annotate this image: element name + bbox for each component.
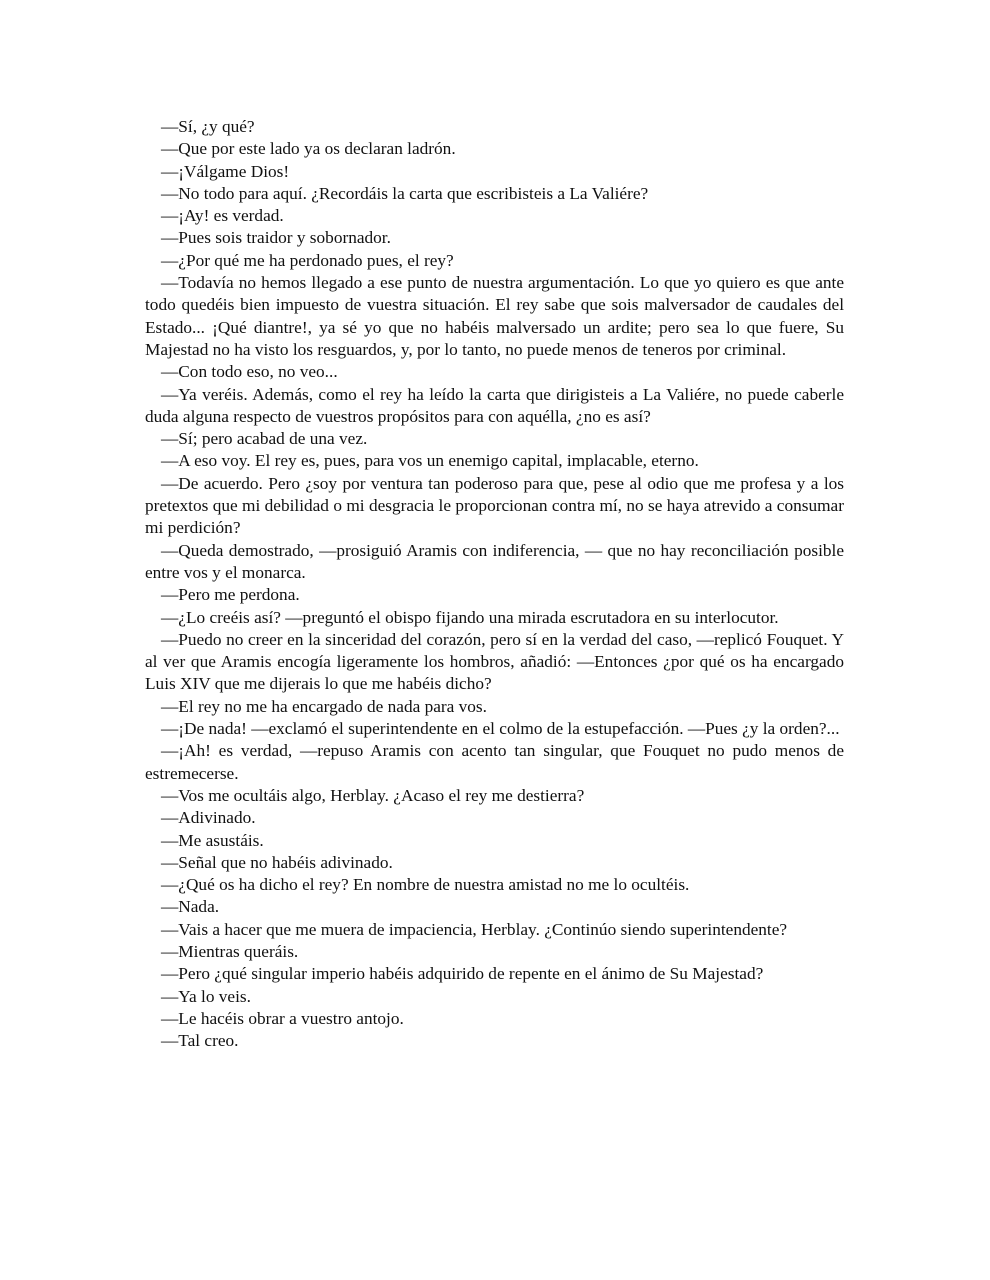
- paragraph: —Nada.: [161, 897, 220, 917]
- paragraph: —Pero me perdona.: [161, 585, 300, 605]
- paragraph: —El rey no me ha encargado de nada para vos.: [161, 696, 487, 716]
- document-page: [145, 116, 844, 1052]
- paragraph: —Vos me ocultáis algo, Herblay. ¿Acaso el rey me destierra?: [161, 785, 585, 805]
- paragraph: —¡De nada! —exclamó el superintendente en el colmo de la estupefacción. —Pues ¿y la orden?...: [161, 719, 840, 739]
- paragraph: —Señal que no habéis adivinado.: [161, 852, 393, 872]
- paragraph: —Ya lo veis.: [161, 986, 251, 1006]
- paragraph: —Tal creo.: [161, 1031, 239, 1051]
- paragraph: —Ya veréis. Además, como el rey ha leído la carta que dirigisteis a La Valiére, no puede caberle duda alguna respecto de vuestros propósitos para con aquélla, ¿no es así?: [145, 384, 844, 426]
- paragraph: —Que por este lado ya os declaran ladrón.: [161, 139, 456, 159]
- paragraph: —Queda demostrado, —prosiguió Aramis con indiferencia, — que no hay reconciliación posible entre vos y el monarca.: [145, 540, 844, 582]
- paragraph: —Me asustáis.: [161, 830, 264, 850]
- paragraph: —¿Por qué me ha perdonado pues, el rey?: [161, 250, 454, 270]
- paragraph: —Sí, ¿y qué?: [161, 117, 255, 136]
- paragraph: —Puedo no creer en la sinceridad del corazón, pero sí en la verdad del caso, —replicó Fouquet. Y al ver que Aramis encogía ligeramente los hombros, añadió: —Entonces ¿por qué os ha encargado Luis XIV que me dijerais lo que me habéis dicho?: [145, 629, 844, 694]
- paragraph: —Pues sois traidor y sobornador.: [161, 228, 391, 248]
- paragraph: —Vais a hacer que me muera de impaciencia, Herblay. ¿Continúo siendo superintendente?: [161, 919, 788, 939]
- paragraph: —Sí; pero acabad de una vez.: [161, 429, 368, 449]
- paragraph: —Mientras queráis.: [161, 941, 299, 961]
- paragraph: —¿Qué os ha dicho el rey? En nombre de nuestra amistad no me lo ocultéis.: [161, 875, 690, 895]
- paragraph: —¡Ah! es verdad, —repuso Aramis con acento tan singular, que Fouquet no pudo menos de estremecerse.: [145, 741, 844, 783]
- paragraph: —¡Ay! es verdad.: [161, 206, 284, 226]
- paragraph: —Todavía no hemos llegado a ese punto de nuestra argumentación. Lo que yo quiero es que ante todo quedéis bien impuesto de vuestra situación. El rey sabe que sois malversador de caudales del Estado... ¡Qué diantre!, ya sé yo que no habéis malversado un ardite; pero sea lo que fuere, Su Majestad no ha visto los resguardos, y, por lo tanto, no puede menos de teneros por criminal.: [145, 273, 844, 359]
- paragraph: —No todo para aquí. ¿Recordáis la carta que escribisteis a La Valiére?: [161, 183, 649, 203]
- paragraph: —Con todo eso, no veo...: [161, 362, 338, 382]
- paragraph: —De acuerdo. Pero ¿soy por ventura tan poderoso para que, pese al odio que me profesa y a los pretextos que mi debilidad o mi desgracia le proporcionan contra mí, no se haya atrevido a consumar mi perdición?: [145, 473, 844, 538]
- paragraph: —¿Lo creéis así? —preguntó el obispo fijando una mirada escrutadora en su interlocutor.: [161, 607, 779, 627]
- paragraph: —Pero ¿qué singular imperio habéis adquirido de repente en el ánimo de Su Majestad?: [161, 964, 764, 984]
- paragraph: —A eso voy. El rey es, pues, para vos un enemigo capital, implacable, eterno.: [161, 451, 699, 471]
- paragraph: —Le hacéis obrar a vuestro antojo.: [161, 1008, 404, 1028]
- paragraph: —Adivinado.: [161, 808, 256, 828]
- paragraph: —¡Válgame Dios!: [161, 161, 290, 181]
